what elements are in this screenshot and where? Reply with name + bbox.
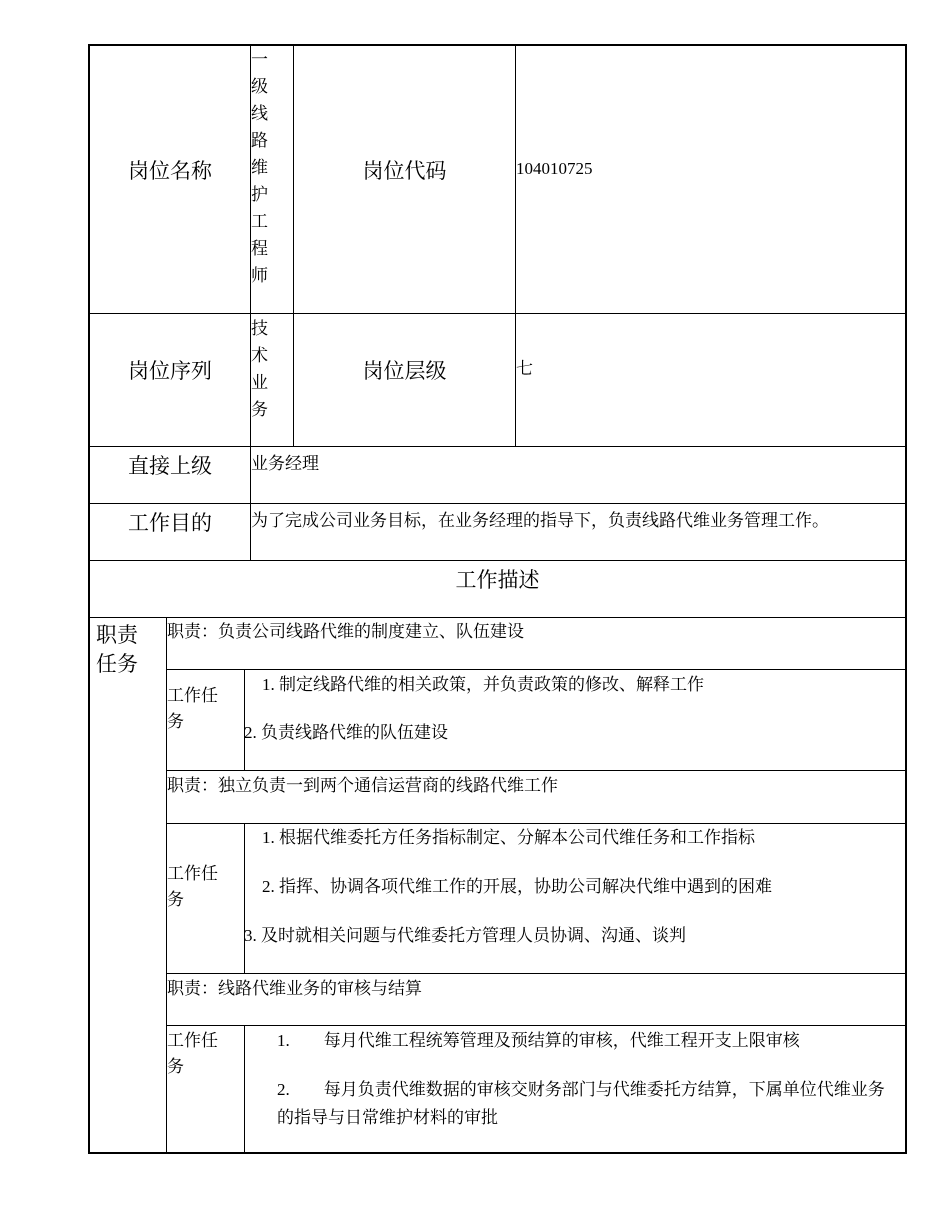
task-item: 2. 负责线路代维的队伍建设 — [244, 723, 448, 742]
task-item: 1. 制定线路代维的相关政策，并负责政策的修改、解释工作 — [262, 675, 704, 694]
duty-title: 职责：负责公司线路代维的制度建立、队伍建设 — [167, 622, 524, 641]
level-value: 七 — [516, 359, 533, 378]
row-divider — [88, 560, 907, 561]
task-label: 工作任务 — [167, 1031, 218, 1076]
task-item: 2. 指挥、协调各项代维工作的开展，协助公司解决代维中遇到的困难 — [262, 877, 772, 896]
table-border-right — [905, 44, 907, 1154]
task-item: 1. 根据代维委托方任务指标制定、分解本公司代维任务和工作指标 — [262, 828, 755, 847]
row-divider — [88, 446, 907, 447]
row-divider — [166, 669, 907, 670]
position-code-label: 岗位代码 — [362, 159, 447, 183]
position-name-label: 岗位名称 — [128, 159, 212, 183]
col-divider — [515, 44, 516, 446]
task-item: 1. 每月代维工程统筹管理及预结算的审核，代维工程开支上限审核 — [277, 1031, 800, 1050]
work-description-title: 工作描述 — [455, 568, 540, 592]
table-border-top — [88, 44, 907, 46]
level-label: 岗位层级 — [362, 359, 447, 383]
task-label: 工作任务 — [167, 686, 218, 731]
task-item: 3. 及时就相关问题与代维委托方管理人员协调、沟通、谈判 — [244, 926, 686, 945]
position-code-value: 104010725 — [516, 159, 593, 178]
row-divider — [88, 313, 907, 314]
row-divider — [166, 770, 907, 771]
purpose-label: 工作目的 — [128, 511, 212, 535]
col-divider — [293, 44, 294, 446]
row-divider — [166, 1025, 907, 1026]
col-divider — [244, 823, 245, 973]
row-divider — [88, 503, 907, 504]
purpose-value: 为了完成公司业务目标，在业务经理的指导下，负责线路代维业务管理工作。 — [251, 511, 829, 530]
supervisor-label: 直接上级 — [128, 454, 212, 478]
duty-title: 职责：独立负责一到两个通信运营商的线路代维工作 — [167, 776, 558, 795]
position-name-value: 一级线路维护工程师 — [251, 50, 268, 285]
task-item: 2. 每月负责代维数据的审核交财务部门与代维委托方结算，下属单位代维业务的指导与日常维护材料的审批 — [277, 1080, 885, 1127]
supervisor-value: 业务经理 — [251, 454, 319, 473]
row-divider — [166, 973, 907, 974]
table-border-bottom — [88, 1152, 907, 1154]
col-divider — [244, 1025, 245, 1153]
duties-side-label: 职责任务 — [96, 623, 138, 676]
sequence-value: 技术业务 — [251, 319, 268, 419]
task-label: 工作任务 — [167, 864, 218, 909]
duty-title: 职责：线路代维业务的审核与结算 — [167, 979, 422, 998]
table-border-left — [88, 44, 90, 1154]
sequence-label: 岗位序列 — [128, 359, 212, 383]
